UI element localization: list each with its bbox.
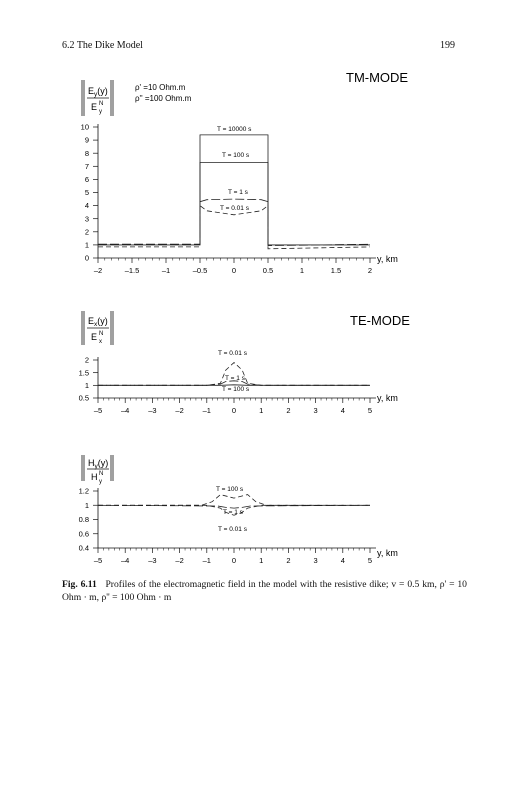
tm-y-tick-label: 4	[84, 201, 89, 211]
tm-axes	[81, 123, 376, 275]
tm-y-tick-label: 8	[84, 148, 89, 158]
h-x-tick-label: –2	[175, 556, 184, 565]
tm-label-1s: T = 1 s	[228, 189, 248, 196]
te-x-tick-label: 4	[340, 406, 345, 415]
h-y-tick-label: 1	[84, 500, 89, 510]
h-x-tick-label: 1	[259, 556, 264, 565]
tm-param-rho2: ρ'' =100 Ohm.m	[135, 94, 192, 103]
te-x-tick-label: –2	[175, 406, 184, 415]
tm-y-tick-label: 10	[80, 122, 89, 132]
h-y-tick-label: 0.6	[78, 529, 89, 539]
te-x-tick-label: 3	[313, 406, 318, 415]
tm-x-tick-label: –2	[93, 266, 103, 275]
tm-mode-label: TM-MODE	[346, 70, 409, 85]
tm-x-tick-label: –1	[161, 266, 171, 275]
tm-y-tick-label: 2	[84, 227, 89, 237]
tm-param-rho1: ρ' =10 Ohm.m	[135, 83, 186, 92]
h-y-tick-label: 1.2	[78, 486, 89, 496]
te-label-001s: T = 0.01 s	[218, 350, 247, 357]
tm-label-100s: T = 100 s	[222, 152, 250, 159]
h-x-tick-label: –3	[148, 556, 157, 565]
te-x-tick-label: –4	[121, 406, 130, 415]
running-head: 6.2 The Dike Model	[62, 40, 143, 51]
svg-text:E: E	[91, 102, 98, 112]
h-series-0	[98, 495, 370, 506]
caption-label: Fig. 6.11	[62, 579, 97, 590]
tm-y-tick-label: 0	[84, 253, 89, 263]
tm-x-tick-label: 0.5	[262, 266, 274, 275]
svg-text:x: x	[99, 339, 102, 345]
svg-text:N: N	[99, 101, 104, 107]
h-y-tick-label: 0.8	[78, 515, 89, 525]
tm-x-tick-label: –0.5	[192, 266, 208, 275]
svg-text:y: y	[99, 479, 102, 485]
svg-text:N: N	[99, 471, 104, 477]
h-x-tick-label: –1	[202, 556, 211, 565]
tm-y-tick-label: 1	[84, 240, 89, 250]
tm-x-tick-label: 0	[231, 266, 237, 275]
tm-xlabel: y, km	[377, 254, 398, 264]
h-label-1s: T = 1 s	[223, 509, 243, 516]
caption-text: Profiles of the electromagnetic field in the model with the resistive dike; v = 0.5 km, ρ' = 10 Ohm · m, ρ'' = 100 Ohm · m	[62, 579, 467, 603]
h-x-tick-label: 4	[340, 556, 345, 565]
h-x-tick-label: 0	[231, 556, 237, 565]
tm-y-tick-label: 3	[84, 214, 89, 224]
tm-x-tick-label: 1	[299, 266, 305, 275]
tm-x-tick-label: –1.5	[124, 266, 140, 275]
tm-x-tick-label: 2	[367, 266, 373, 275]
te-xlabel: y, km	[377, 393, 398, 403]
tm-y-tick-label: 6	[84, 175, 89, 184]
te-y-tick-label: 2	[84, 355, 89, 365]
tm-label-10000s: T = 10000 s	[217, 126, 252, 133]
h-series-1	[98, 505, 370, 508]
te-label-100s: T = 100 s	[222, 386, 250, 393]
te-y-tick-label: 0.5	[78, 393, 89, 403]
h-x-tick-label: –4	[121, 556, 130, 565]
svg-text:y: y	[99, 109, 102, 115]
figure-caption	[62, 578, 467, 604]
svg-text:Ex(y): $E_x(y)$	[88, 316, 108, 328]
h-label-100s: T = 100 s	[216, 486, 244, 493]
te-x-tick-label: –5	[93, 406, 103, 415]
svg-text:N: N	[99, 331, 104, 337]
h-label-001s: T = 0.01 s	[218, 526, 247, 533]
te-x-tick-label: –3	[148, 406, 157, 415]
te-x-tick-label: 0	[231, 406, 237, 415]
te-mode-label: TE-MODE	[350, 313, 410, 328]
tm-ylabel	[82, 80, 113, 116]
h-xlabel: y, km	[377, 548, 398, 558]
tm-series-1	[98, 162, 370, 245]
te-x-tick-label: 1	[259, 406, 264, 415]
te-y-tick-label: 1	[84, 380, 89, 390]
svg-text:Ey(y): $E_y(y)$	[88, 86, 108, 98]
te-y-tick-label: 1.5	[78, 368, 89, 378]
tm-x-tick-label: 1.5	[330, 266, 342, 275]
svg-text:E: E	[91, 332, 98, 342]
tm-y-tick-label: 7	[84, 161, 89, 171]
h-y-tick-label: 0.4	[78, 543, 89, 553]
tm-series-3	[98, 206, 370, 249]
page-number: 199	[440, 40, 455, 51]
h-x-tick-label: 3	[313, 556, 318, 565]
te-x-tick-label: 5	[367, 406, 373, 415]
te-x-tick-label: 2	[286, 406, 291, 415]
tm-label-001s: T = 0.01 s	[220, 205, 249, 212]
svg-text:Hy(y): $H_y(y)$	[88, 458, 109, 470]
h-x-tick-label: –5	[93, 556, 103, 565]
h-x-tick-label: 5	[367, 556, 373, 565]
te-ylabel	[82, 311, 113, 345]
h-x-tick-label: 2	[286, 556, 291, 565]
te-x-tick-label: –1	[202, 406, 211, 415]
tm-y-tick-label: 5	[84, 188, 89, 198]
h-ylabel	[82, 455, 113, 485]
svg-text:H: H	[91, 472, 98, 482]
tm-y-tick-label: 9	[84, 135, 89, 145]
te-label-1s: T = 1 s	[225, 375, 245, 382]
